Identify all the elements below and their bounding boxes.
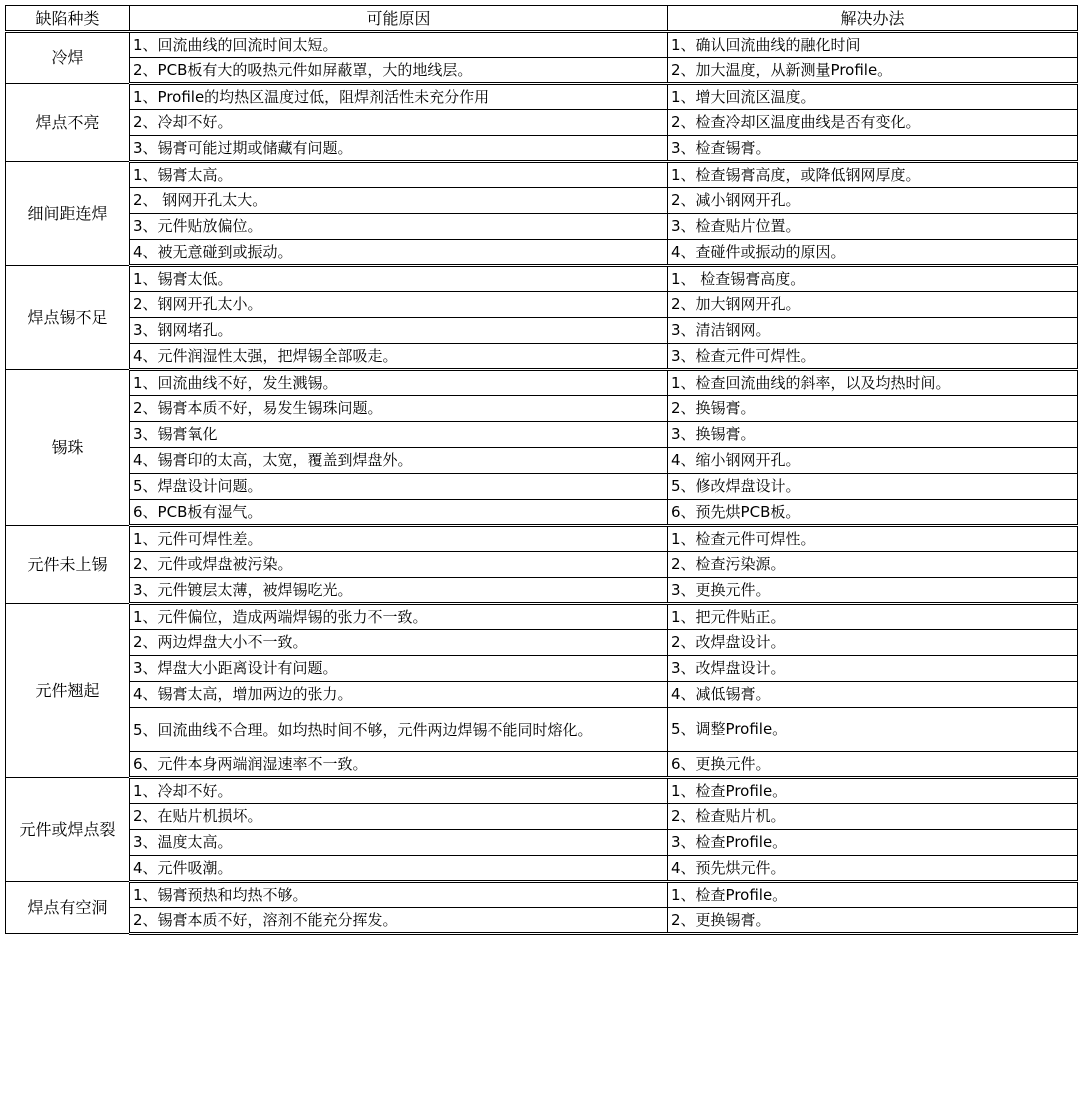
defect-category: 元件或焊点裂 — [6, 778, 130, 882]
solution-cell: 2、更换锡膏。 — [668, 908, 1078, 934]
cause-cell: 2、PCB板有大的吸热元件如屏蔽罩，大的地线层。 — [130, 58, 668, 84]
cause-cell: 1、元件可焊性差。 — [130, 526, 668, 552]
header-category: 缺陷种类 — [6, 6, 130, 32]
cause-cell: 1、冷却不好。 — [130, 778, 668, 804]
defect-category: 锡珠 — [6, 370, 130, 526]
table-row — [6, 136, 1078, 162]
table-row — [6, 188, 1078, 214]
solution-cell: 2、改焊盘设计。 — [668, 630, 1078, 656]
cause-cell: 2、锡膏本质不好，易发生锡珠问题。 — [130, 396, 668, 422]
solution-cell: 5、修改焊盘设计。 — [668, 474, 1078, 500]
defect-category: 焊点有空洞 — [6, 882, 130, 934]
solution-cell: 4、减低锡膏。 — [668, 682, 1078, 708]
cause-cell: 3、锡膏氧化 — [130, 422, 668, 448]
table-row — [6, 396, 1078, 422]
defect-category: 细间距连焊 — [6, 162, 130, 266]
cause-cell: 2、元件或焊盘被污染。 — [130, 552, 668, 578]
cause-cell: 3、温度太高。 — [130, 830, 668, 856]
table-row — [6, 752, 1078, 778]
solution-cell: 4、预先烘元件。 — [668, 856, 1078, 882]
solution-cell: 1、把元件贴正。 — [668, 604, 1078, 630]
solution-cell: 3、检查贴片位置。 — [668, 214, 1078, 240]
solution-cell: 3、检查元件可焊性。 — [668, 344, 1078, 370]
cause-cell: 3、焊盘大小距离设计有问题。 — [130, 656, 668, 682]
cause-cell: 1、回流曲线不好，发生溅锡。 — [130, 370, 668, 396]
header-solution: 解决办法 — [668, 6, 1078, 32]
table-row — [6, 804, 1078, 830]
cause-cell: 5、焊盘设计问题。 — [130, 474, 668, 500]
table-row — [6, 908, 1078, 934]
table-row — [6, 656, 1078, 682]
solution-cell: 1、检查锡膏高度，或降低钢网厚度。 — [668, 162, 1078, 188]
solution-cell: 1、检查元件可焊性。 — [668, 526, 1078, 552]
solution-cell: 6、预先烘PCB板。 — [668, 500, 1078, 526]
table-header — [6, 6, 1078, 32]
table-row — [6, 422, 1078, 448]
cause-cell: 4、元件润湿性太强，把焊锡全部吸走。 — [130, 344, 668, 370]
cause-cell: 1、锡膏太高。 — [130, 162, 668, 188]
cause-cell: 4、锡膏太高，增加两边的张力。 — [130, 682, 668, 708]
cause-cell: 6、PCB板有湿气。 — [130, 500, 668, 526]
table-row — [6, 578, 1078, 604]
table-row — [6, 856, 1078, 882]
table-body — [6, 32, 1078, 934]
cause-cell: 4、被无意碰到或振动。 — [130, 240, 668, 266]
cause-cell: 6、元件本身两端润湿速率不一致。 — [130, 752, 668, 778]
cause-cell: 2、钢网开孔太小。 — [130, 292, 668, 318]
cause-cell: 1、元件偏位，造成两端焊锡的张力不一致。 — [130, 604, 668, 630]
solution-cell: 4、缩小钢网开孔。 — [668, 448, 1078, 474]
cause-cell: 2、在贴片机损坏。 — [130, 804, 668, 830]
defect-category: 冷焊 — [6, 32, 130, 84]
solution-cell: 3、清洁钢网。 — [668, 318, 1078, 344]
solution-cell: 2、加大温度，从新测量Profile。 — [668, 58, 1078, 84]
cause-cell: 1、锡膏太低。 — [130, 266, 668, 292]
solution-cell: 2、检查污染源。 — [668, 552, 1078, 578]
solution-cell: 3、更换元件。 — [668, 578, 1078, 604]
solution-cell: 5、调整Profile。 — [668, 708, 1078, 752]
cause-cell: 3、元件镀层太薄，被焊锡吃光。 — [130, 578, 668, 604]
header-cause: 可能原因 — [130, 6, 668, 32]
solution-cell: 2、减小钢网开孔。 — [668, 188, 1078, 214]
table-row — [6, 778, 1078, 804]
table-row — [6, 630, 1078, 656]
solution-cell: 1、确认回流曲线的融化时间 — [668, 32, 1078, 58]
table-row — [6, 708, 1078, 752]
table-row — [6, 266, 1078, 292]
table-row — [6, 240, 1078, 266]
table-row — [6, 526, 1078, 552]
solution-cell: 1、 检查锡膏高度。 — [668, 266, 1078, 292]
table-row — [6, 604, 1078, 630]
cause-cell: 1、锡膏预热和均热不够。 — [130, 882, 668, 908]
solution-cell: 3、检查锡膏。 — [668, 136, 1078, 162]
table-row — [6, 110, 1078, 136]
defect-table — [5, 5, 1078, 935]
solution-cell: 3、检查Profile。 — [668, 830, 1078, 856]
solution-cell: 3、改焊盘设计。 — [668, 656, 1078, 682]
header-row — [6, 6, 1078, 32]
table-row — [6, 830, 1078, 856]
solution-cell: 1、检查Profile。 — [668, 778, 1078, 804]
table-row — [6, 344, 1078, 370]
cause-cell: 2、 钢网开孔太大。 — [130, 188, 668, 214]
cause-cell: 5、回流曲线不合理。如均热时间不够，元件两边焊锡不能同时熔化。 — [130, 708, 668, 752]
cause-cell: 2、两边焊盘大小不一致。 — [130, 630, 668, 656]
cause-cell: 3、钢网堵孔。 — [130, 318, 668, 344]
solution-cell: 2、换锡膏。 — [668, 396, 1078, 422]
solution-cell: 1、增大回流区温度。 — [668, 84, 1078, 110]
table-row — [6, 292, 1078, 318]
defect-category: 元件翘起 — [6, 604, 130, 778]
table-row — [6, 32, 1078, 58]
table-row — [6, 552, 1078, 578]
solution-cell: 6、更换元件。 — [668, 752, 1078, 778]
cause-cell: 2、冷却不好。 — [130, 110, 668, 136]
cause-cell: 4、元件吸潮。 — [130, 856, 668, 882]
solution-cell: 1、检查回流曲线的斜率，以及均热时间。 — [668, 370, 1078, 396]
cause-cell: 2、锡膏本质不好，溶剂不能充分挥发。 — [130, 908, 668, 934]
cause-cell: 4、锡膏印的太高，太宽，覆盖到焊盘外。 — [130, 448, 668, 474]
cause-cell: 3、元件贴放偏位。 — [130, 214, 668, 240]
table-row — [6, 474, 1078, 500]
table-row — [6, 318, 1078, 344]
solution-cell: 4、查碰件或振动的原因。 — [668, 240, 1078, 266]
defect-category: 元件未上锡 — [6, 526, 130, 604]
solution-cell: 3、换锡膏。 — [668, 422, 1078, 448]
table-row — [6, 682, 1078, 708]
solution-cell: 2、检查贴片机。 — [668, 804, 1078, 830]
table-row — [6, 58, 1078, 84]
table-row — [6, 84, 1078, 110]
table-row — [6, 882, 1078, 908]
cause-cell: 1、Profile的均热区温度过低，阻焊剂活性未充分作用 — [130, 84, 668, 110]
table-row — [6, 500, 1078, 526]
table-row — [6, 370, 1078, 396]
solution-cell: 2、检查冷却区温度曲线是否有变化。 — [668, 110, 1078, 136]
solution-cell: 2、加大钢网开孔。 — [668, 292, 1078, 318]
cause-cell: 1、回流曲线的回流时间太短。 — [130, 32, 668, 58]
defect-category: 焊点不亮 — [6, 84, 130, 162]
solution-cell: 1、检查Profile。 — [668, 882, 1078, 908]
cause-cell: 3、锡膏可能过期或储藏有问题。 — [130, 136, 668, 162]
table-row — [6, 214, 1078, 240]
table-row — [6, 162, 1078, 188]
defect-category: 焊点锡不足 — [6, 266, 130, 370]
table-row — [6, 448, 1078, 474]
